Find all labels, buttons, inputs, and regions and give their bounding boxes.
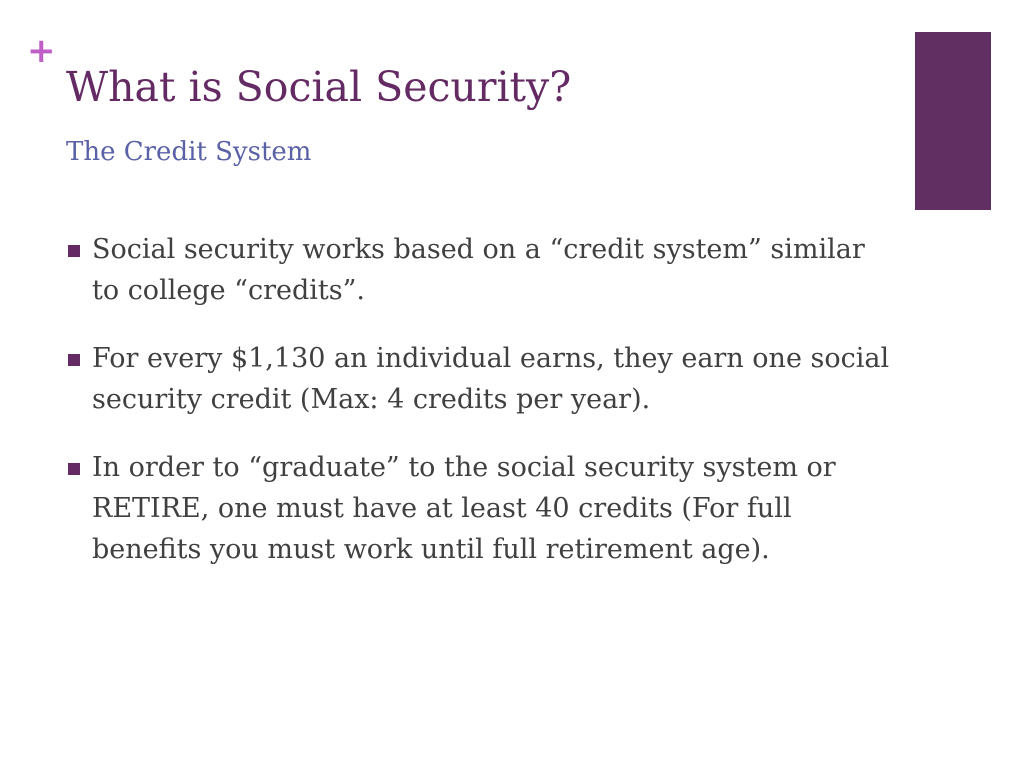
slide-subtitle: The Credit System — [66, 137, 312, 167]
square-bullet-icon — [68, 245, 80, 257]
accent-bar — [915, 32, 991, 210]
slide-title: What is Social Security? — [66, 63, 572, 111]
bullet-list — [68, 229, 898, 597]
square-bullet-icon — [68, 354, 80, 366]
bullet-item — [68, 338, 898, 420]
square-bullet-icon — [68, 463, 80, 475]
bullet-text: For every $1,130 an individual earns, they earn one social security credit (Max: 4 credits per year). — [92, 343, 890, 415]
bullet-item — [68, 447, 898, 570]
bullet-item — [68, 229, 898, 311]
bullet-text: In order to “graduate” to the social security system or RETIRE, one must have at least 40 credits (For full benefits you must work until full retirement age). — [92, 452, 836, 565]
bullet-text: Social security works based on a “credit system” similar to college “credits”. — [92, 234, 865, 306]
plus-icon: + — [27, 31, 56, 71]
